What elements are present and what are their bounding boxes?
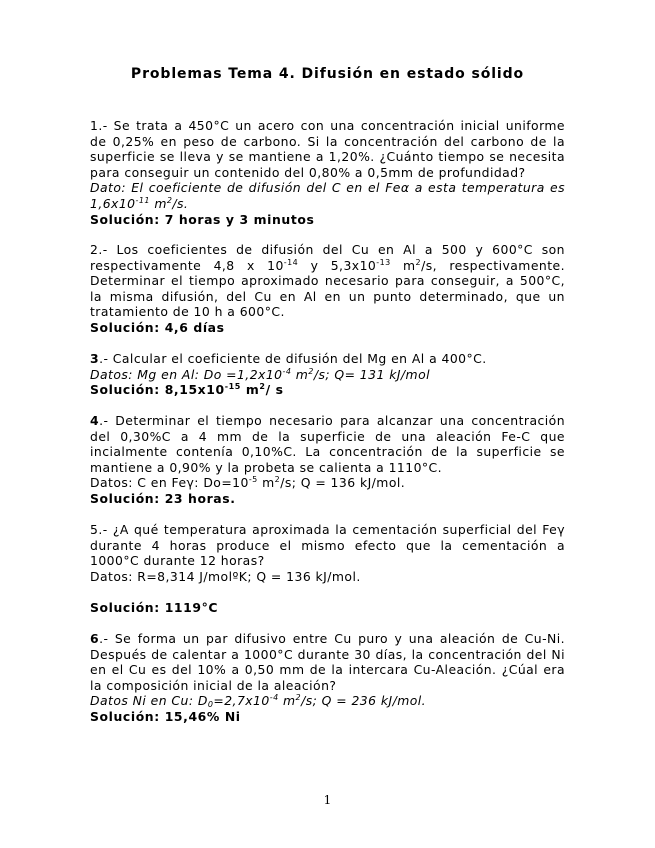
problem-2-statement: 2.- Los coeficientes de difusión del Cu en Al a 500 y 600°C son respectivamente 4,8 x $10^{-14}$ y $5,3x10^{-13}$ $m^2/s$, respectivamente. Determinar el tiempo aproximado necesario para conseguir, a 500°C, la misma difusión, del Cu en Al en un punto determinado, que un tratamiento de 10 h a 600°C. bbox=[90, 242, 565, 320]
problem-4 bbox=[90, 413, 565, 507]
problem-6-data: Datos Ni en Cu: $D_0=2,7x10^{-4}$ $m^2/s$; Q = 236 kJ/mol. bbox=[90, 693, 427, 710]
problem-4-data: Datos: C en Feγ: $Do=10^{-5}$ $m^2/s$; Q = 136 kJ/mol. bbox=[90, 475, 406, 491]
problem-4-statement: 4.- Determinar el tiempo necesario para alcanzar una concentración del 0,30%C a 4 mm de la superficie de una aleación Fe-C que incialmente contenía 0,10%C. La concentración de la superficie se mantiene a 0,90% y la probeta se calienta a 1110°C. bbox=[90, 413, 565, 475]
problem-5-data: Datos: R=8,314 J/molºK; Q = 136 kJ/mol. bbox=[90, 568, 361, 584]
problem-6 bbox=[90, 631, 565, 725]
problem-1 bbox=[90, 118, 565, 227]
problem-1-solution: Solución: 7 horas y 3 minutos bbox=[90, 211, 315, 227]
spacer bbox=[90, 584, 565, 600]
problem-4-solution: Solución: 23 horas. bbox=[90, 490, 236, 506]
problem-6-statement: 6.- Se forma un par difusivo entre Cu puro y una aleación de Cu-Ni. Después de calentar a 1000°C durante 30 días, la concentración del Ni en el Cu es del 10% a 0,50 mm de la intercara Cu-Aleación. ¿Cúal era la composición inicial de la aleación? bbox=[90, 631, 565, 693]
problem-3-statement: 3.- Calcular el coeficiente de difusión del Mg en Al a 400°C. bbox=[90, 351, 487, 366]
problem-6-solution: Solución: 15,46% Ni bbox=[90, 708, 241, 724]
problem-3 bbox=[90, 351, 565, 398]
page-number: 1 bbox=[323, 793, 332, 807]
problem-5 bbox=[90, 522, 565, 616]
problem-1-statement: 1.- Se trata a 450°C un acero con una concentración inicial uniforme de 0,25% en peso de carbono. Si la concentración del carbono de la superficie se lleva y se mantiene a 1,20%. ¿Cuánto tiempo se necesita para conseguir un contenido del 0,80% a 0,5mm de profundidad? bbox=[90, 118, 565, 180]
problem-5-statement: 5.- ¿A qué temperatura aproximada la cementación superficial del Feγ durante 4 horas produce el mismo efecto que la cementación a 1000°C durante 12 horas? bbox=[90, 522, 565, 569]
problem-2-solution: Solución: 4,6 días bbox=[90, 319, 225, 335]
problem-3-data: Datos: Mg en Al: $Do =1,2x10^{-4}$ $m^2/s$; Q= 131 kJ/mol bbox=[90, 366, 430, 382]
problem-3-solution: Solución: $8,15x10^{-15}$ $m^2/$ s bbox=[90, 382, 284, 398]
problem-1-data: Dato: El coeficiente de difusión del C en el Feα a esta temperatura es $1,6x10^{-11}$ $m^2/s$. bbox=[90, 180, 565, 211]
problem-2 bbox=[90, 242, 565, 336]
page-title: Problemas Tema 4. Difusión en estado sólido bbox=[130, 66, 525, 82]
problem-5-solution: Solución: 1119°C bbox=[90, 600, 219, 616]
